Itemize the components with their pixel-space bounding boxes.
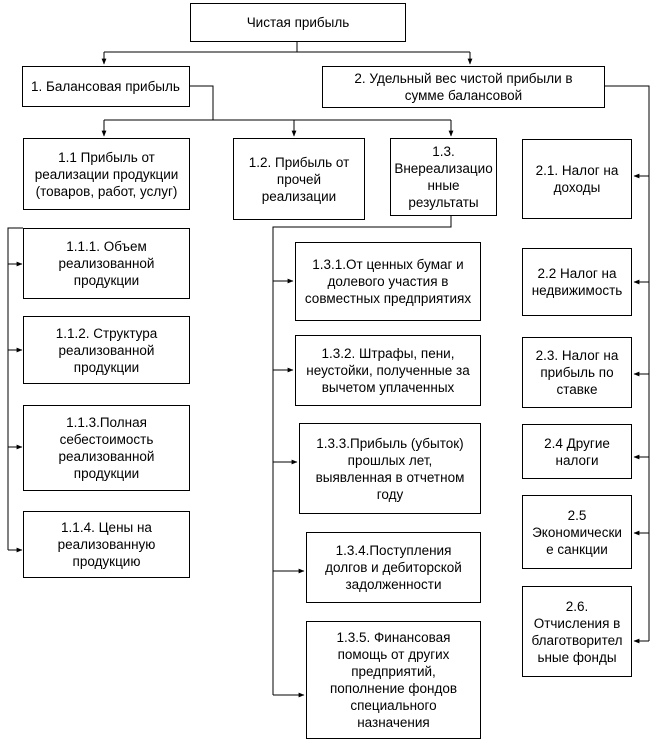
node-1-2-label: 1.2. Прибыль от прочей реализации — [248, 154, 350, 204]
node-1-3-2 — [295, 335, 481, 406]
bus-1-1 — [8, 228, 23, 550]
node-specific-weight-label: 2. Удельный вес чистой прибыли в сумме балансовой — [354, 71, 573, 103]
node-1-1-2-label: 1.1.2. Структура реализованной продукции — [55, 325, 158, 375]
node-1-1-label: 1.1 Прибыль от реализации продукции (товаров, работ, услуг) — [34, 149, 179, 199]
node-net-profit-label: Чистая прибыль — [246, 15, 350, 30]
node-specific-weight — [322, 66, 605, 108]
node-1-1-4 — [23, 511, 190, 578]
node-1-1-4-label: 1.1.4. Цены на реализованную продукцию — [57, 520, 156, 569]
node-1-3-2-label: 1.3.2. Штрафы, пени, неустойки, полученные за вычетом уплаченных — [306, 346, 470, 395]
node-1-3-4 — [306, 532, 481, 603]
node-2-3 — [522, 337, 632, 408]
node-2-3-label: 2.3. Налог на прибыль по ставке — [535, 348, 619, 397]
node-1-1-1-label: 1.1.1. Объем реализованной продукции — [58, 239, 155, 288]
node-1-1-3 — [23, 405, 190, 491]
node-1-1-3-label: 1.1.3.Полная себестоимость реализованной продукции — [58, 415, 155, 481]
node-2-1 — [522, 139, 632, 219]
node-1-1-2 — [23, 316, 190, 384]
node-1-3-1-label: 1.3.1.От ценных бумаг и долевого участия в совместных предприятиях — [304, 257, 472, 306]
node-1-3-3 — [299, 423, 481, 514]
node-1-2-other-sales-profit — [233, 138, 365, 220]
node-1-3-5-label: 1.3.5. Финансовая помощь от других предприятий, пополнение фондов специального назначения — [329, 630, 458, 730]
balance-stem — [190, 86, 213, 120]
node-balance-profit-label: 1. Балансовая прибыль — [31, 79, 180, 94]
node-1-3-1 — [295, 242, 481, 321]
node-1-1-1 — [23, 228, 190, 299]
node-2-2-label: 2.2 Налог на недвижимость — [531, 266, 623, 298]
node-1-3-non-operating — [390, 138, 497, 216]
node-2-1-label: 2.1. Налог на доходы — [535, 163, 619, 195]
node-2-2 — [522, 248, 632, 316]
node-1-1-sales-profit — [23, 138, 190, 210]
node-1-3-label: 1.3. Внереализацио нные результаты — [394, 144, 493, 210]
node-net-profit — [190, 3, 406, 42]
node-2-4 — [522, 424, 632, 479]
node-1-3-5 — [306, 621, 481, 739]
node-2-5-label: 2.5 Экономически е санкции — [532, 507, 622, 557]
node-1-3-4-label: 1.3.4.Поступления долгов и дебиторской задолженности — [325, 543, 462, 592]
node-balance-profit — [22, 66, 190, 107]
node-2-5 — [522, 495, 632, 569]
node-2-4-label: 2.4 Другие налоги — [544, 435, 610, 468]
node-2-6 — [522, 586, 632, 677]
node-1-3-3-label: 1.3.3.Прибыль (убыток) прошлых лет, выявленная в отчетном году — [315, 435, 465, 502]
node-2-6-label: 2.6. Отчисления в благотворител ьные фонды — [531, 598, 623, 665]
